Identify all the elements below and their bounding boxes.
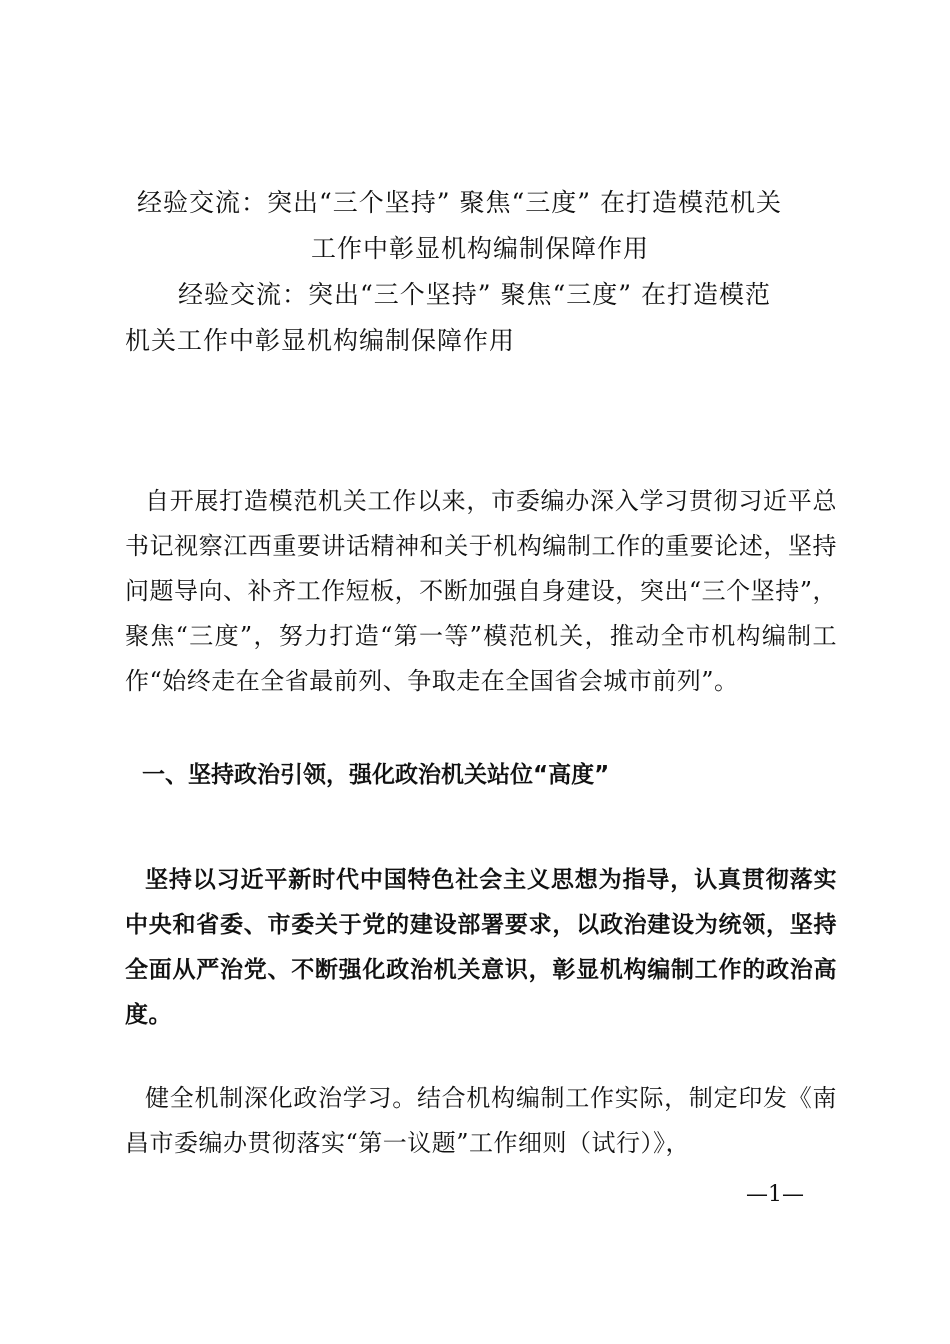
page-number: —1— <box>746 1182 804 1207</box>
document-title-line-2: 工作中彰显机构编制保障作用 <box>310 234 649 263</box>
document-subtitle-line-1: 经验交流：突出“三个坚持” 聚焦“三度” 在打造模范 <box>178 280 772 309</box>
section-heading: 一、坚持政治引领，强化政治机关站位“高度” <box>142 762 610 788</box>
section-body-paragraph: 坚持以习近平新时代中国特色社会主义思想为指导，认真贯彻落实中央和省委、市委关于党的建设部署要求，以政治建设为统领，坚持全面从严治党、不断强化政治机关意识，彰显机构编制工作的政治高度。 <box>125 867 837 1028</box>
intro-paragraph: 自开展打造模范机关工作以来，市委编办深入学习贯彻习近平总书记视察江西重要讲话精神和关于机构编制工作的重要论述，坚持问题导向、补齐工作短板，不断加强自身建设，突出“三个坚持”，聚焦“三度”，努力打造“第一等”模范机关，推动全市机构编制工作“始终走在全省最前列、争取走在全国省会城市前列”。 <box>125 487 837 695</box>
document-title-line-1: 经验交流：突出“三个坚持” 聚焦“三度” 在打造模范机关 <box>137 188 783 217</box>
section-subparagraph: 健全机制深化政治学习。结合机构编制工作实际，制定印发《南昌市委编办贯彻落实“第一议题”工作细则（试行）》， <box>125 1084 837 1157</box>
document-subtitle-line-2: 机关工作中彰显机构编制保障作用 <box>125 326 516 355</box>
